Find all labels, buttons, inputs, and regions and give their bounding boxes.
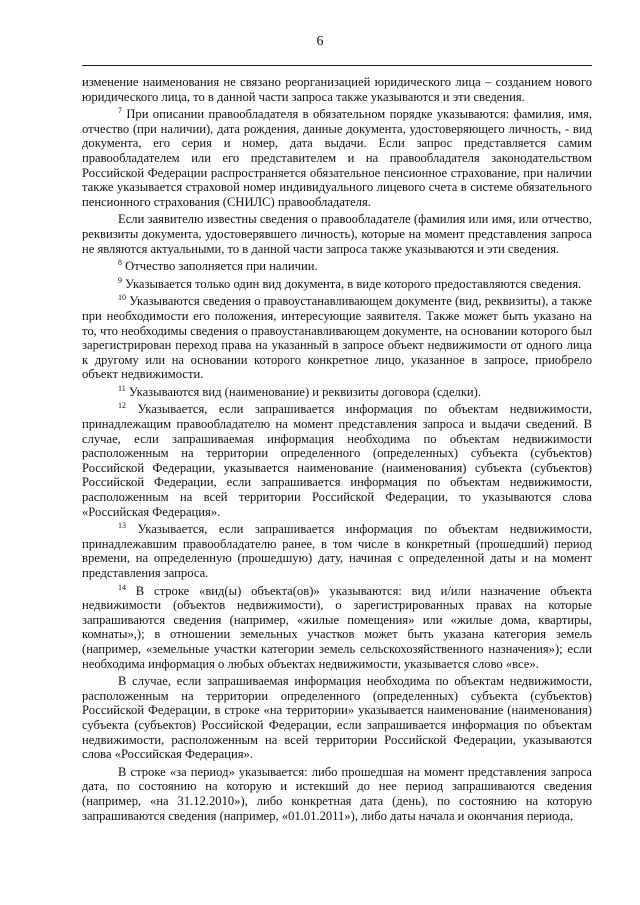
page-number: 6 bbox=[316, 34, 324, 49]
footnote-paragraph: $^{13}$ Указывается, если запрашивается информация по объектам недвижимости, принадлежавшим правообладателю ранее, в том числе в конкретный (прошедший) период времени, на определенную (прошедшую) дату, начиная с определенной даты и на момент представления запроса. bbox=[82, 521, 592, 580]
footnote-marker: 11 bbox=[118, 383, 126, 393]
footnote-paragraph: В строке «за период» указывается: либо прошедшая на момент представления запроса дата, по состоянию на которую и истекший до нее период запрашиваются сведения (например, «на 31.12.2010»), либо конкретная дата (день), по состоянию на которую запрашиваются сведения (например, «01.01.2011»), либо даты начала и окончания периода, bbox=[82, 764, 592, 823]
footnote-paragraph: $^7$ При описании правообладателя в обязательном порядке указываются: фамилия, имя, отчество (при наличии), дата рождения, данные документа, удостоверяющего личность, - вид документа, его серия и номер, дата выдачи. Если запрос представляется самим правообладателем или его представителем и на правообладателя законодательством Российской Федерации распространяется обязательное пенсионное страхование, при наличии также указывается страховой номер индивидуального лицевого счета в системе обязательного пенсионного страхования (СНИЛС) правообладателя. bbox=[82, 106, 592, 209]
footnote-marker: 13 bbox=[118, 521, 126, 531]
footnote-marker: 7 bbox=[118, 106, 122, 115]
footnote-marker: 8 bbox=[118, 257, 122, 267]
footnote-paragraph: $^{14}$ В строке «вид(ы) объекта(ов)» указываются: вид и/или назначение объекта недвижимости (объектов недвижимости), о зарегистрированных правах на которые запрашиваются сведения (например, «жилые помещения» или «жилые дома, квартиры, комнаты»,); в отношении земельных участков может быть указана категория земель (например, «земельные участки категории земель сельскохозяйственного назначения»); если необходима информация о любых объектах недвижимости, указывается слово «все». bbox=[82, 582, 592, 671]
footnote-paragraph: $^{11}$ Указываются вид (наименование) и реквизиты договора (сделки). bbox=[118, 383, 482, 399]
footnote-separator bbox=[82, 65, 592, 66]
footnote-marker: 14 bbox=[118, 582, 126, 592]
footnote-paragraph: $^{12}$ Указывается, если запрашивается информация по объектам недвижимости, принадлежащим правообладателю на момент представления запроса и выдачи сведений. В случае, если запрашиваемая информация необходима по объектам недвижимости расположенным на территории определенного (определенных) субъекта (субъектов) Российской Федерации, указывается наименование (наименования) субъекта (субъектов) Российской Федерации, если запрашивается информация по объектам недвижимости, расположенным на всей территории Российской Федерации, то указываются слова «Российская Федерация». bbox=[82, 401, 592, 519]
footnote-paragraph: $^9$ Указывается только один вид документа, в виде которого предоставляются сведения. bbox=[118, 275, 582, 291]
footnote-paragraph: изменение наименования не связано реорганизацией юридического лица – созданием нового юридического лица, то в данной части запроса также указываются и эти сведения. bbox=[82, 75, 592, 104]
footnote-marker: 10 bbox=[118, 293, 126, 303]
footnote-marker: 12 bbox=[118, 401, 126, 411]
footnotes-body bbox=[82, 72, 592, 823]
footnote-paragraph: Если заявителю известны сведения о правообладателе (фамилия или имя, или отчество, реквизиты документа, удостоверявшего личность), которые на момент представления запроса не являются актуальными, то в данной части запроса также указываются и эти сведения. bbox=[82, 212, 592, 256]
footnote-paragraph: В случае, если запрашиваемая информация необходима по объектам недвижимости, расположенным на территории определенного (определенных) субъекта (субъектов) Российской Федерации, в строке «на территории» указывается наименование (наименования) субъекта (субъектов) Российской Федерации, если запрашивается информация по объектам недвижимости, расположенным на всей территории Российской Федерации, указываются слова «Российская Федерация». bbox=[82, 674, 592, 762]
footnote-paragraph: $^8$ Отчество заполняется при наличии. bbox=[118, 257, 318, 274]
footnote-paragraph: $^{10}$ Указываются сведения о правоустанавливающем документе (вид, реквизиты), а также при необходимости его положения, интересующие заявителя. Также может быть указано на то, что необходимы сведения о правоустанавливающем документе, на основании которого был зарегистрирован переход права на указанный в запросе объект недвижимости от одного лица к другому или на основании которого конкретное лицо, указанное в запросе, приобрело объект недвижимости. bbox=[82, 293, 592, 382]
footnote-marker: 9 bbox=[118, 275, 122, 285]
